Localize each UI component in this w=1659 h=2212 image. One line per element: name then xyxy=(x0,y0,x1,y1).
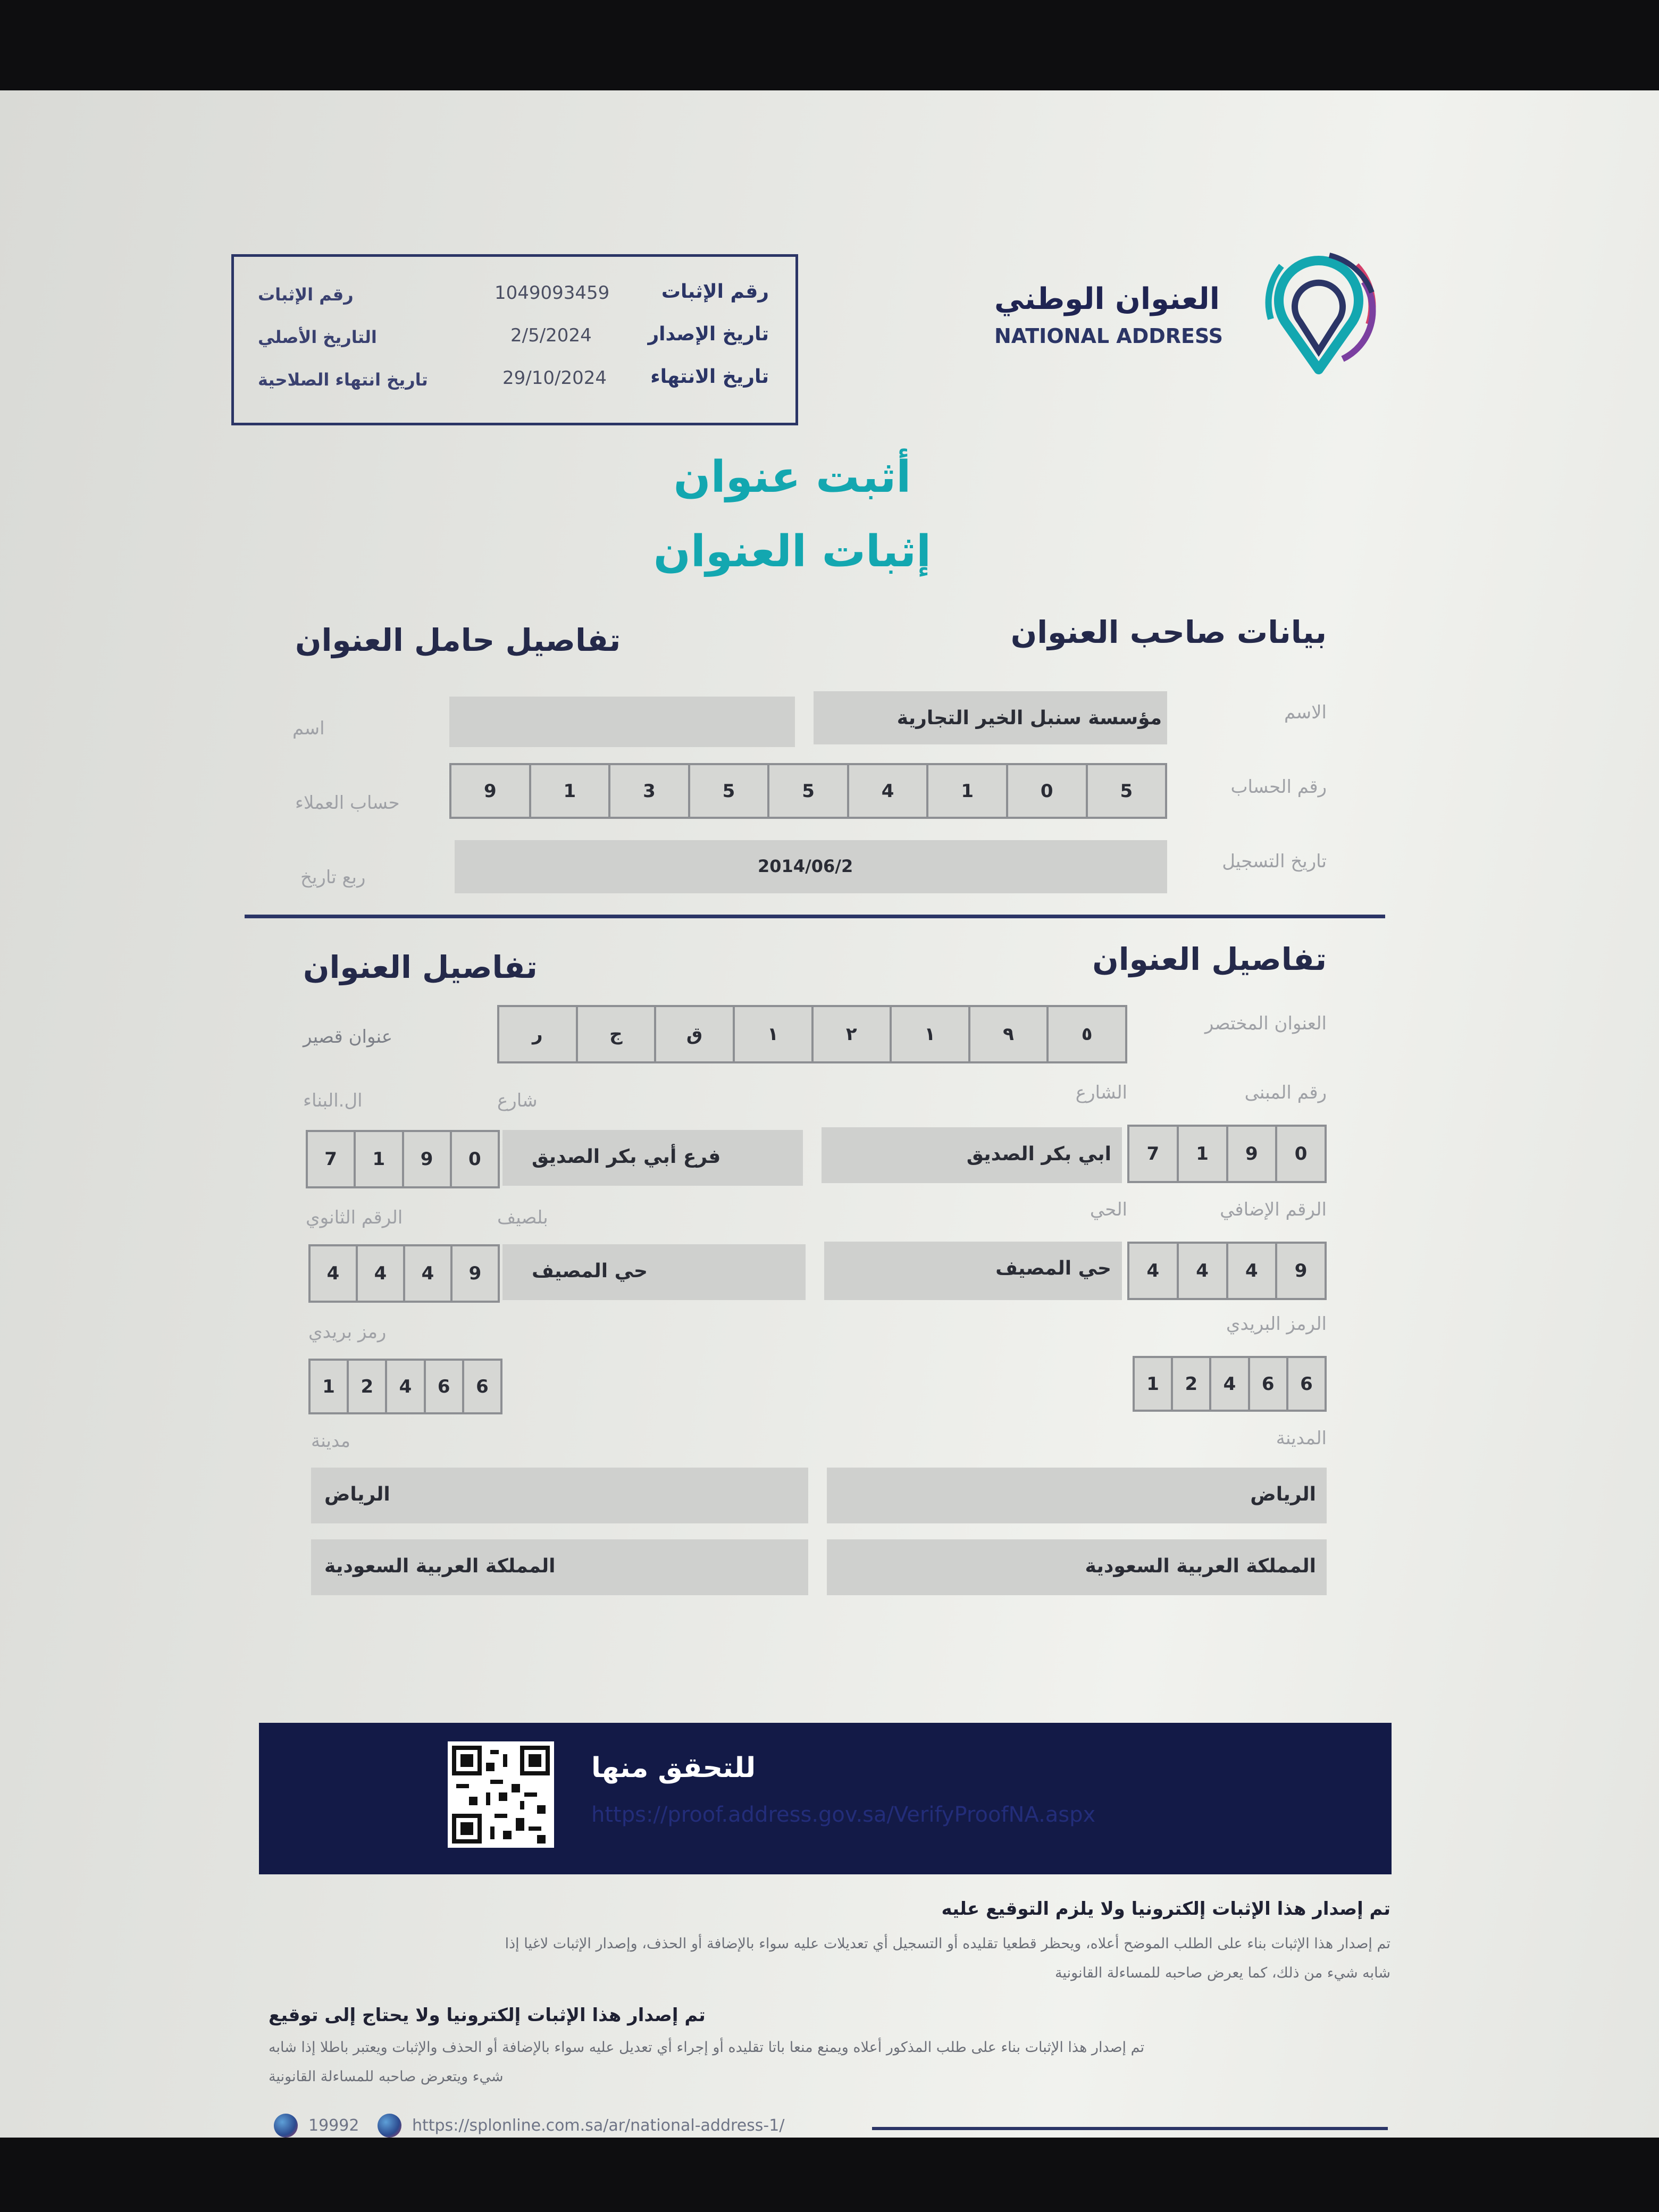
owner-name-value: مؤسسة سنبل الخير التجارية xyxy=(896,707,1162,729)
building-digit-left: 7 xyxy=(308,1132,356,1186)
note-2-heading: تم إصدار هذا الإثبات إلكترونيا ولا يحتاج إلى توقيع xyxy=(269,2005,706,2026)
registration-date-label: تاريخ التسجيل xyxy=(1222,851,1327,872)
footer-url[interactable]: https://splonline.com.sa/ar/national-address-1/ xyxy=(412,2116,785,2135)
registration-date-value: 2014/06/2 xyxy=(758,856,853,876)
postal-code-digit: 6 xyxy=(1250,1358,1288,1410)
owner-heading-left: تفاصيل حامل العنوان xyxy=(295,622,621,658)
verify-label: للتحقق منها xyxy=(591,1752,756,1784)
logo-text-arabic: العنوان الوطني xyxy=(994,282,1220,316)
account-digit: 5 xyxy=(769,765,849,817)
street-value: ابي بكر الصديق xyxy=(966,1143,1111,1165)
district-value-left: حي المصيف xyxy=(532,1260,648,1282)
postal-code-digit-left: 1 xyxy=(311,1361,349,1412)
building-digit: 9 xyxy=(1228,1127,1278,1181)
postal-code-label: الرمز البريدي xyxy=(1226,1313,1327,1335)
address-heading-left: تفاصيل العنوان xyxy=(303,949,538,985)
building-digit: 7 xyxy=(1129,1127,1179,1181)
owner-heading-right: بيانات صاحب العنوان xyxy=(1010,614,1327,650)
short-address-digit: ١ xyxy=(892,1007,970,1061)
building-number-boxes xyxy=(1127,1125,1327,1183)
secondary-number-digit-left: 4 xyxy=(358,1246,405,1301)
registration-date-label-left: ربع تاريخ xyxy=(300,867,366,888)
secondary-number-digit-left: 9 xyxy=(468,1263,482,1284)
postal-code-label-left: رمز بريدي xyxy=(308,1321,387,1343)
account-label-left: حساب العملاء xyxy=(295,792,400,814)
street-label: الشارع xyxy=(1075,1082,1127,1103)
short-address-digit: ر xyxy=(499,1007,578,1061)
building-digit-left: 9 xyxy=(404,1132,452,1186)
secondary-number-digit-left: 4 xyxy=(405,1246,453,1301)
building-label: رقم المبنى xyxy=(1244,1082,1327,1103)
postal-code-digit: 2 xyxy=(1173,1358,1211,1410)
building-digit: 0 xyxy=(1294,1143,1308,1164)
issue-date-label: تاريخ الإصدار xyxy=(648,323,769,345)
logo-text-english: NATIONAL ADDRESS xyxy=(994,324,1224,348)
issue-date-label-left: التاريخ الأصلي xyxy=(258,327,377,347)
short-address-label: العنوان المختصر xyxy=(1204,1013,1327,1034)
globe-icon xyxy=(378,2114,401,2138)
short-address-digit: ٩ xyxy=(970,1007,1049,1061)
country-value-left: المملكة العربية السعودية xyxy=(324,1555,556,1577)
note-2-line-2: شيء ويتعرض صاحبه للمساءلة القانونية xyxy=(269,2068,504,2085)
postal-code-boxes-left xyxy=(308,1359,502,1414)
short-address-boxes xyxy=(497,1005,1127,1063)
account-number-boxes xyxy=(449,763,1167,819)
short-address-digit: ١ xyxy=(735,1007,814,1061)
postal-code-digit-left: 4 xyxy=(387,1361,425,1412)
building-number-boxes-left xyxy=(306,1130,500,1188)
secondary-number-digit: 4 xyxy=(1228,1244,1278,1298)
street-label-left: شارع xyxy=(497,1090,538,1111)
national-address-logo-icon xyxy=(1250,245,1388,388)
note-1-line-2: شابه شيء من ذلك، كما يعرض صاحبه للمساءلة القانونية xyxy=(1055,1965,1390,1981)
secondary-number-digit-left: 4 xyxy=(311,1246,358,1301)
verify-link[interactable]: https://proof.address.gov.sa/VerifyProofNA.aspx xyxy=(591,1803,1096,1827)
expiry-date-value: 29/10/2024 xyxy=(502,367,607,389)
address-heading-right: تفاصيل العنوان xyxy=(1092,941,1327,977)
short-address-digit: ق xyxy=(656,1007,735,1061)
page-subtitle: إثبات العنوان xyxy=(653,526,932,577)
secondary-number-digit: 4 xyxy=(1129,1244,1179,1298)
owner-name-left-field xyxy=(449,697,795,747)
name-label-left: اسم xyxy=(292,718,325,739)
footer-phone: 19992 xyxy=(308,2116,359,2135)
short-address-digit: ٥ xyxy=(1081,1024,1093,1045)
postal-code-digit: 4 xyxy=(1211,1358,1250,1410)
city-value-left: الرياض xyxy=(324,1484,390,1505)
postal-code-digit-left: 6 xyxy=(476,1376,489,1397)
qr-code-icon[interactable] xyxy=(448,1741,554,1848)
certificate-number-label-left: رقم الإثبات xyxy=(258,284,354,305)
postal-code-digit-left: 2 xyxy=(349,1361,387,1412)
account-digit: 1 xyxy=(531,765,611,817)
account-digit: 0 xyxy=(1008,765,1088,817)
district-label: الحي xyxy=(1090,1199,1127,1220)
section-divider xyxy=(245,915,1385,918)
name-label: الاسم xyxy=(1284,702,1327,723)
account-digit: 3 xyxy=(610,765,690,817)
document-page xyxy=(0,90,1659,2138)
postal-code-digit: 1 xyxy=(1135,1358,1173,1410)
secondary-number-boxes xyxy=(1127,1242,1327,1300)
district-label-left: بلصيف xyxy=(497,1207,548,1228)
building-digit-left: 1 xyxy=(356,1132,404,1186)
secondary-number-digit: 4 xyxy=(1179,1244,1228,1298)
account-label: رقم الحساب xyxy=(1230,776,1327,798)
street-value-left: فرع أبي بكر الصديق xyxy=(532,1146,721,1168)
city-label-left: مدينة xyxy=(311,1430,351,1452)
page-title: أثبت عنوان xyxy=(673,452,911,502)
account-digit: 1 xyxy=(928,765,1008,817)
short-address-label-left: عنوان قصير xyxy=(303,1026,393,1048)
postal-code-boxes xyxy=(1133,1356,1327,1412)
building-digit-left: 0 xyxy=(468,1149,481,1170)
building-digit: 1 xyxy=(1179,1127,1228,1181)
issue-date-value: 2/5/2024 xyxy=(510,325,592,346)
short-address-digit: ٢ xyxy=(814,1007,892,1061)
account-digit: 9 xyxy=(451,765,531,817)
postal-code-digit: 6 xyxy=(1300,1373,1313,1395)
note-1-line-1: تم إصدار هذا الإثبات بناء على الطلب الموضح أعلاه، ويحظر قطعيا تقليده أو التسجيل أي تعديلات عليه سواء بالإضافة أو الحذف، وإصدار الإثبات لاغيا إذا xyxy=(505,1936,1390,1952)
phone-icon xyxy=(274,2114,298,2138)
certificate-info-box xyxy=(231,254,798,425)
district-value: حي المصيف xyxy=(995,1258,1111,1279)
certificate-number-value: 1049093459 xyxy=(495,282,610,304)
city-label: المدينة xyxy=(1276,1428,1327,1449)
note-1-heading: تم إصدار هذا الإثبات إلكترونيا ولا يلزم التوقيع عليه xyxy=(941,1898,1390,1920)
note-2-line-1: تم إصدار هذا الإثبات بناء على طلب المذكور أعلاه ويمنع منعا باتا تقليده أو إجراء أي تعديل عليه سواء بالإضافة أو الحذف والإثبات ويعتبر باطلا إذا شابه xyxy=(269,2039,1145,2056)
city-value: الرياض xyxy=(1250,1484,1316,1505)
secondary-number-label-left: الرقم الثانوي xyxy=(306,1207,403,1228)
building-label-left: ال.البناء xyxy=(303,1090,363,1111)
secondary-number-boxes-left xyxy=(308,1244,500,1303)
secondary-number-digit: 9 xyxy=(1294,1260,1308,1281)
postal-code-digit-left: 6 xyxy=(426,1361,464,1412)
account-digit: 4 xyxy=(849,765,929,817)
expiry-date-label: تاريخ الانتهاء xyxy=(650,366,769,388)
expiry-date-label-left: تاريخ انتهاء الصلاحية xyxy=(258,370,428,390)
verification-banner xyxy=(259,1723,1392,1874)
footer-divider xyxy=(872,2127,1388,2130)
country-value: المملكة العربية السعودية xyxy=(1085,1555,1316,1577)
secondary-number-label: الرقم الإضافي xyxy=(1220,1199,1327,1220)
short-address-digit: ج xyxy=(578,1007,657,1061)
certificate-number-label: رقم الإثبات xyxy=(661,281,769,303)
account-digit: 5 xyxy=(690,765,770,817)
account-digit: 5 xyxy=(1120,780,1133,802)
